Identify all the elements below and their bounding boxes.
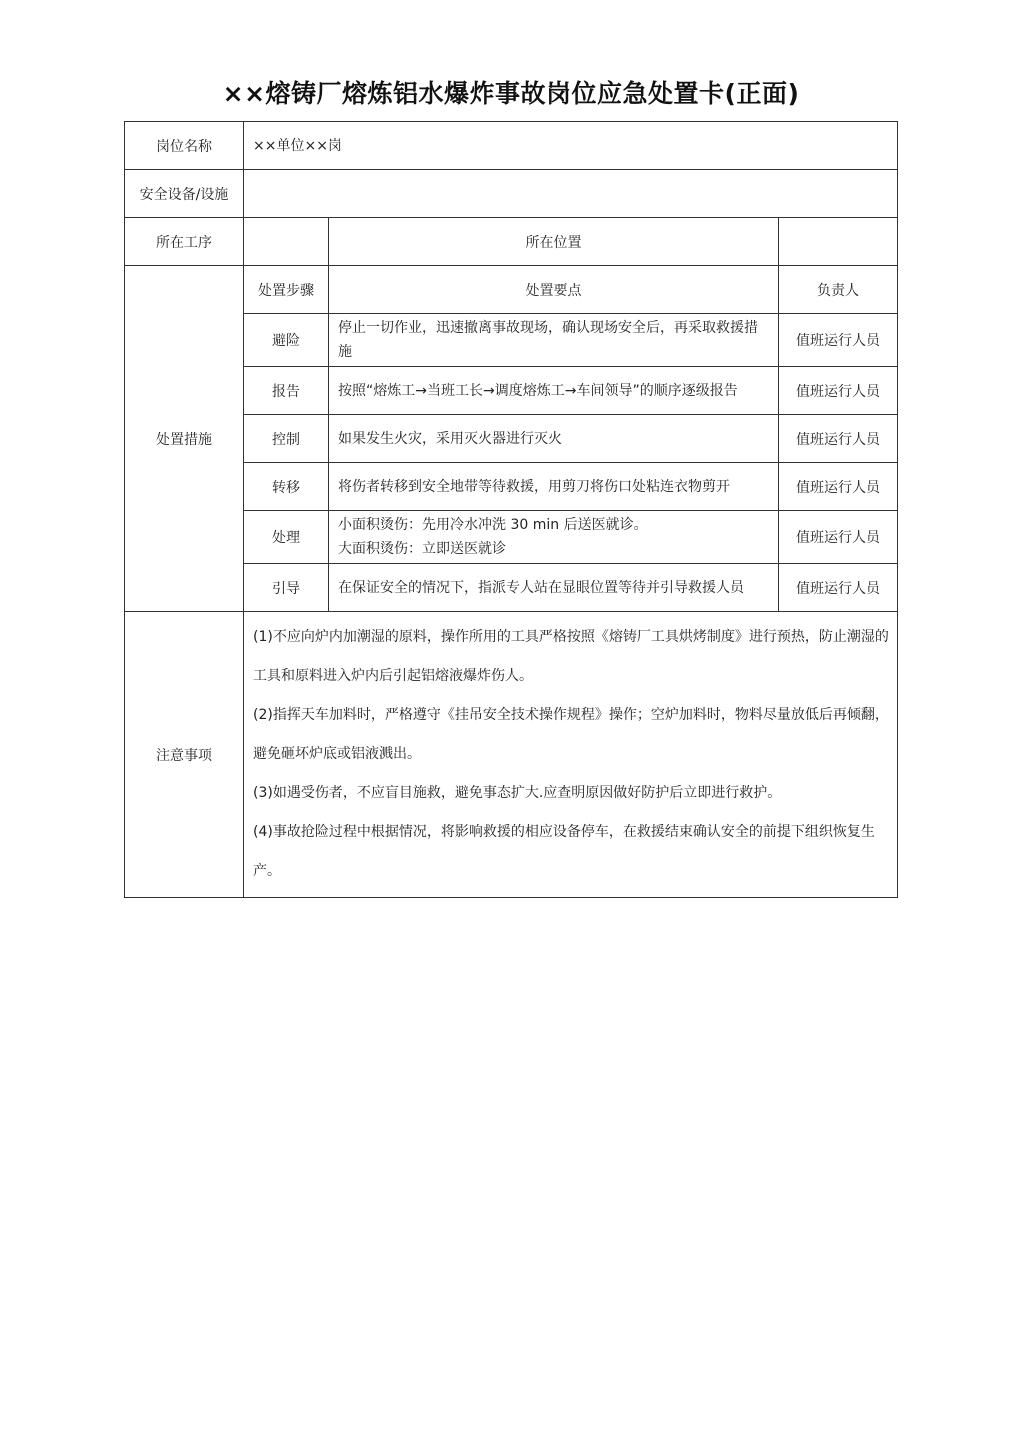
row-post-name: [125, 122, 898, 170]
measure-points: 在保证安全的情况下，指派专人站在显眼位置等待并引导救援人员: [329, 564, 779, 612]
measure-points: 将伤者转移到安全地带等待救援，用剪刀将伤口处粘连衣物剪开: [329, 463, 779, 511]
measure-points: 如果发生火灾，采用灭火器进行灭火: [329, 415, 779, 463]
safety-equipment-label: 安全设备/设施: [125, 170, 244, 218]
measure-owner: 值班运行人员: [779, 367, 898, 415]
measure-points: [329, 511, 779, 564]
note-item: (3)如遇受伤者，不应盲目施救，避免事态扩大.应查明原因做好防护后立即进行救护。: [253, 785, 782, 801]
measure-step: 报告: [244, 367, 329, 415]
header-owner: 负责人: [779, 266, 898, 314]
measure-step: 转移: [244, 463, 329, 511]
post-name-label: 岗位名称: [125, 122, 244, 170]
measure-points: 按照“熔炼工→当班工长→调度熔炼工→车间领导”的顺序逐级报告: [329, 367, 779, 415]
emergency-card-table: [124, 121, 898, 898]
location-label: 所在位置: [329, 218, 779, 266]
post-name-value: ××单位××岗: [244, 122, 898, 170]
row-safety-equipment: [125, 170, 898, 218]
notes-row: [125, 612, 898, 898]
measure-points-line: 小面积烫伤：先用冷水冲洗 30 min 后送医就诊。: [338, 517, 648, 533]
measure-points: 停止一切作业，迅速撤离事故现场，确认现场安全后，再采取救援措施: [329, 314, 779, 367]
measure-step: 避险: [244, 314, 329, 367]
page-title: ××熔铸厂熔炼铝水爆炸事故岗位应急处置卡(正面): [222, 79, 800, 108]
note-item: (1)不应向炉内加潮湿的原料，操作所用的工具严格按照《熔铸厂工具烘烤制度》进行预热，防止潮湿的工具和原料进入炉内后引起铝熔液爆炸伤人。: [253, 629, 889, 684]
measure-step: 控制: [244, 415, 329, 463]
measure-step: 引导: [244, 564, 329, 612]
note-item: (2)指挥天车加料时，严格遵守《挂吊安全技术操作规程》操作；空炉加料时，物料尽量放低后再倾翻，避免砸坏炉底或铝液溅出。: [253, 707, 889, 762]
notes-content: [244, 612, 898, 898]
measure-owner: 值班运行人员: [779, 415, 898, 463]
measures-header-row: [125, 266, 898, 314]
measure-owner: 值班运行人员: [779, 564, 898, 612]
measure-owner: 值班运行人员: [779, 511, 898, 564]
note-item: (4)事故抢险过程中根据情况，将影响救援的相应设备停车，在救援结束确认安全的前提下组织恢复生产。: [253, 824, 875, 879]
measures-label: 处置措施: [125, 266, 244, 612]
row-process-location: [125, 218, 898, 266]
notes-label: 注意事项: [125, 612, 244, 898]
process-value: [244, 218, 329, 266]
measure-owner: 值班运行人员: [779, 463, 898, 511]
header-step: 处置步骤: [244, 266, 329, 314]
safety-equipment-value: [244, 170, 898, 218]
header-points: 处置要点: [329, 266, 779, 314]
measure-owner: 值班运行人员: [779, 314, 898, 367]
measure-points-line: 大面积烫伤：立即送医就诊: [338, 541, 506, 557]
process-label: 所在工序: [125, 218, 244, 266]
measure-step: 处理: [244, 511, 329, 564]
location-value: [779, 218, 898, 266]
